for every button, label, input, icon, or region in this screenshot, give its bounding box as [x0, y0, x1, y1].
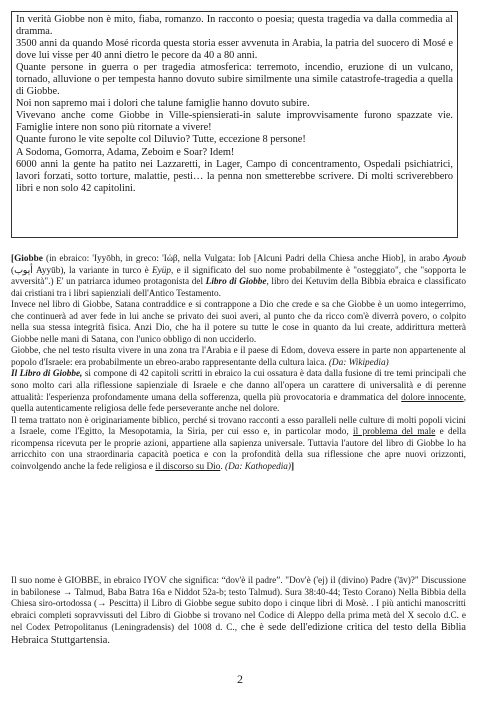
link-discorso-dio[interactable]: il discorso su Dio [155, 461, 221, 472]
note-satana: Invece nel libro di Giobbe, Satana contraddice e si contrappone a Dio che crede e sa che Giobbe è un uomo integerrimo, che continuerà ad aver fede in lui anche se privato dei suoi averi, al punto che da ricco com'è diverrà povero, o colpito nella sua stessa integrità fisica. Anzi Dio, che ha il potere su tutte le cose in quanto da lui create, addirittura metterà Giobbe nelle mani di Satana, con l'unico obbligo di non ucciderlo. [11, 300, 466, 345]
note-libro: Il Libro di Giobbe, si compone di 42 capitoli scritti in ebraico la cui ossatura è data dalla fusione di tre temi principali che sono molto cari alla riflessione sapienziale di Israele e che danno all'opera un carattere di universalità e di perenne attualità: l'esperienza profondamente umana della sofferenza, quella più provocatoria e drammatica del dolore innocente, quella autenticamente religiosa delle fede perseverante anche nel dolore. [11, 369, 467, 415]
note-tema: Il tema trattato non è originariamente biblico, perché si trovano racconti a esso paralleli nelle culture di molti popoli vicini a Israele, come l'Egitto, la Mesopotamia, la Siria, per cui esso e, in particolar modo, il problema del male e della ricompensa ricevuta per le proprie azioni, appartiene alla sapienza universale. Tuttavia l'autore del libro di Giobbe lo ha arricchito con una straordinaria capacità poetica e con la profondità della sua riflessione che apre nuovi orizzonti, coinvolgendo anche la fede religiosa e il discorso su Dio. (Da: Kathopedia)] [11, 415, 466, 472]
box-paragraph-4: Noi non sapremo mai i dolori che talune famiglie hanno dovuto subire. [16, 98, 310, 110]
link-dolore-innocente[interactable]: dolore innocente [401, 392, 464, 403]
box-paragraph-7: A Sodoma, Gomorra, Adama, Zeboim e Soar? Idem! [16, 146, 235, 158]
box-paragraph-6: Quante furono le vite sepolte col Diluvio? Tutte, eccezione 8 persone! [16, 134, 306, 146]
box-paragraph-1: In verità Giobbe non è mito, fiaba, romanzo. In racconto o poesia; questa tragedia va dalla commedia al dramma. [16, 14, 453, 38]
note-origin: Giobbe, che nel testo risulta vivere in una zona tra l'Arabia e il paese di Edom, doveva essere in parte non appartenente al popolo d'Israele: era probabilmente un ebreo-arabo rappresentante della cultura laica. (Da: Wikipedia) [11, 346, 466, 368]
page-number: 2 [237, 672, 243, 686]
closing-text: Il suo nome è GIOBBE, in ebraico IYOV che significa: “dov'è il padre”. "Dov'è ('ej) il (divino) Padre ('āv)?" Discussione in babilonese → Talmud, Baba Batra 16a e Niddot 52a-b; testo Talmud). Sura 38:40-44; Testo Corano) Nella Bibbia della Chiesa siro-ortodossa (→ Pescitta) il Libro di Giobbe segue subito dopo i cinque libri di Mosè. . I più antichi manoscritti ebraici completi sopravvissuti del Libro di Giobbe si trovano nel Codice di Aleppo della prima metà del X secolo d.C. e nel Codex Petropolitanus (Leningradensis) del 1008 d. C., [11, 576, 466, 634]
source-kathopedia: (Da: Kathopedia) [224, 461, 292, 472]
source-wikipedia: (Da: Wikipedia) [328, 357, 389, 368]
box-paragraph-5: Vivevano anche come Giobbe in Ville-spiensierati-in salute improvvisamente furono spazzate vie. Famiglie intere non sono più ritornate a vivere! [16, 110, 453, 134]
footnote-section [11, 254, 466, 473]
box-paragraph-8: 6000 anni la gente ha patito nei Lazzaretti, in Lager, Campo di concentramento, Ospedali psichiatrici, lavori forzati, sotto torture, malattie, pesti… la penna non smetterebbe scrivere. Di molti scriverebbero libri e non solo 42 capitolini. [16, 158, 453, 194]
closing-tail: che è sede dell'edizione critica del testo della Biblia Hebraica Stuttgartensia. [11, 622, 466, 646]
link-problema-male[interactable]: il problema del male [353, 427, 436, 438]
box-paragraph-3: Quante persone in guerra o per tragedia atmosferica: terremoto, incendio, eruzione di un vulcano, tornado, alluvione o per tempesta hanno dovuto subire similmente una simile catastrofe-tragedia a quella di Giobbe. [16, 62, 453, 98]
closing-paragraph [11, 576, 466, 647]
note-giobbe-name: [Giobbe (in ebraico: 'Iyyōbh, in greco: 'Ιώβ, nella Vulgata: Iob [Alcuni Padri della Chiesa anche Hiob], in arabo Ayoub (أيوب Ayyūb), la variante in turco è Eyüp, e il significato del suo nome probabilmente è "osteggiato", che "sopporta le avversità".) E' un patriarca idumeo protagonista del Libro di Giobbe, libro dei Ketuvim della Bibbia ebraica e classificato dai cristiani tra i libri sapienziali dell'Antico Testamento. [11, 254, 466, 299]
framed-passage [11, 11, 458, 238]
box-paragraph-2: 3500 anni da quando Mosé ricorda questa storia esser avvenuta in Arabia, la patria del suocero di Mosé e dove lui visse per 40 anni dietro le pecore da 40 a 80 anni. [16, 38, 453, 62]
